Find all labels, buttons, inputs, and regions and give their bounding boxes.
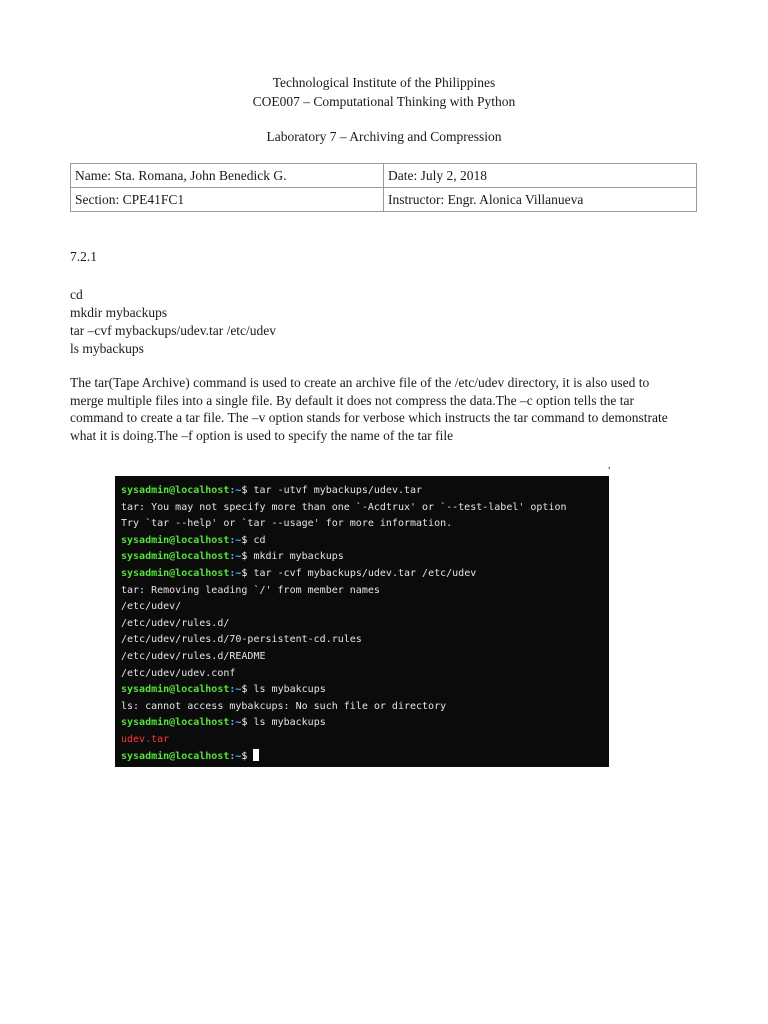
prompt-user: sysadmin@localhost: [121, 551, 230, 563]
terminal-output: /etc/udev/: [121, 601, 182, 613]
terminal-output: Try `tar --help' or `tar --usage' for more information.: [121, 518, 453, 530]
command-line: tar –cvf mybackups/udev.tar /etc/udev: [70, 323, 277, 338]
terminal-line: [121, 699, 609, 716]
terminal-line: [121, 583, 609, 600]
student-info-table: [70, 163, 697, 212]
terminal-output: tar: You may not specify more than one `-Acdtrux' or `--test-label' option: [121, 501, 567, 513]
prompt-dollar: $: [241, 567, 248, 579]
terminal-output: /etc/udev/udev.conf: [121, 667, 236, 679]
prompt-path: :~: [229, 551, 242, 563]
prompt-dollar: $: [241, 684, 248, 696]
terminal-command: ls mybakcups: [253, 684, 326, 696]
command-line: ls mybackups: [70, 341, 144, 356]
terminal-command: ls mybackups: [253, 717, 326, 729]
course-title: COE007 – Computational Thinking with Python: [252, 94, 516, 109]
prompt-path: :~: [229, 684, 242, 696]
prompt-path: :~: [229, 485, 242, 496]
section-cell: Section: CPE41FC1: [71, 188, 384, 212]
terminal-line: [121, 682, 609, 699]
prompt-dollar: $: [241, 534, 248, 546]
table-row: [71, 188, 697, 212]
terminal-line: [121, 566, 609, 583]
terminal-output: udev.tar: [121, 733, 170, 745]
terminal-output: ls: cannot access mybakcups: No such file or directory: [121, 700, 447, 712]
terminal-command: tar -utvf mybackups/udev.tar: [253, 485, 423, 496]
explanation-paragraph: The tar(Tape Archive) command is used to create an archive file of the /etc/udev directory, it is also used to merge multiple files into a single file. By default it does not compress the data.The –c option tells the tar command to create a tar file. The –v option stands for verbose which instructs the tar command to demonstrate what it is doing.The –f option is used to specify the name of the tar file: [70, 375, 668, 443]
terminal-line: [121, 599, 609, 616]
prompt-user: sysadmin@localhost: [121, 534, 230, 546]
prompt-user: sysadmin@localhost: [121, 684, 230, 696]
prompt-path: :~: [229, 750, 242, 762]
terminal-output: /etc/udev/rules.d/70-persistent-cd.rules: [121, 634, 362, 646]
lab-title: Laboratory 7 – Archiving and Compression: [266, 129, 502, 144]
terminal-line: [121, 715, 609, 732]
terminal-line: [121, 483, 609, 500]
prompt-path: :~: [229, 717, 242, 729]
terminal-cursor: [253, 749, 259, 761]
instructor-cell: Instructor: Engr. Alonica Villanueva: [384, 188, 697, 212]
prompt-dollar: $: [241, 717, 248, 729]
prompt-user: sysadmin@localhost: [121, 717, 230, 729]
terminal-command: cd: [253, 534, 266, 546]
terminal-line: [121, 533, 609, 550]
terminal-command: mkdir mybackups: [253, 551, 344, 563]
command-line: mkdir mybackups: [70, 305, 168, 320]
prompt-dollar: $: [241, 485, 248, 496]
prompt-user: sysadmin@localhost: [121, 485, 230, 496]
institution-title: Technological Institute of the Philippines: [272, 75, 496, 90]
date-cell: Date: July 2, 2018: [384, 164, 697, 188]
prompt-dollar: $: [241, 750, 248, 762]
terminal-output: /etc/udev/rules.d/: [121, 617, 230, 629]
terminal-line: [121, 649, 609, 666]
command-line: cd: [70, 287, 83, 302]
terminal-line: [121, 616, 609, 633]
table-row: [71, 164, 697, 188]
prompt-user: sysadmin@localhost: [121, 567, 230, 579]
terminal-line: [121, 749, 609, 766]
terminal-line: [121, 632, 609, 649]
terminal-line: [121, 666, 609, 683]
prompt-user: sysadmin@localhost: [121, 750, 230, 762]
terminal-line: [121, 549, 609, 566]
terminal-line: [121, 516, 609, 533]
stray-mark: ,: [608, 460, 611, 471]
terminal-line: [121, 732, 609, 749]
section-number: 7.2.1: [70, 249, 97, 264]
terminal-output: /etc/udev/rules.d/README: [121, 650, 266, 662]
command-list: [70, 286, 276, 358]
prompt-dollar: $: [241, 551, 248, 563]
terminal-line: [121, 500, 609, 517]
terminal-output: tar: Removing leading `/' from member names: [121, 584, 380, 596]
terminal-command: tar -cvf mybackups/udev.tar /etc/udev: [253, 567, 477, 579]
prompt-path: :~: [229, 567, 242, 579]
name-cell: Name: Sta. Romana, John Benedick G.: [71, 164, 384, 188]
terminal-screenshot: [115, 476, 609, 767]
prompt-path: :~: [229, 534, 242, 546]
